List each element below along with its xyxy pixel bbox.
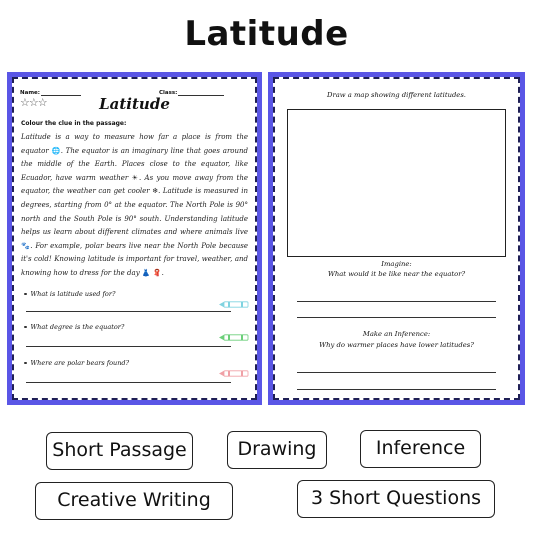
tag-inference: Inference (360, 430, 481, 468)
page-title: Latitude (184, 14, 349, 54)
passage-text: . The equator is an imaginary line that goes around the middle of the Earth. Places close to the equator, like Ecuador, have warm weather (21, 146, 249, 182)
tag-3-short-questions: 3 Short Questions (297, 480, 495, 518)
answer-line[interactable] (297, 372, 496, 373)
snowflake-icon: ❄ (152, 187, 159, 196)
instruction-text: Colour the clue in the passage: (21, 120, 127, 127)
reading-passage (21, 131, 248, 281)
rating-stars: ☆☆☆ (20, 96, 47, 109)
tag-creative-writing: Creative Writing (35, 482, 233, 520)
crayon-icon (219, 301, 249, 308)
activity-worksheet (268, 72, 525, 405)
scarf-icon: 🧣 (152, 268, 162, 277)
paw-icon: 🐾 (21, 241, 31, 250)
globe-icon: 🌐 (51, 146, 61, 155)
tag-short-passage: Short Passage (46, 432, 193, 470)
answer-line[interactable] (297, 301, 496, 302)
passage-text: . (161, 268, 164, 277)
sun-icon: ☀ (131, 173, 139, 182)
crayon-icon (219, 334, 249, 341)
passage-text: . As you move away from the equator, the weather can get cooler (21, 173, 248, 196)
passage-text: . For example, polar bears live near the North Pole because it's cold! Knowing latitude is important for travel, weather, and knowing how to dress for the day (21, 241, 248, 277)
answer-line[interactable] (26, 382, 231, 383)
class-label: Class: (159, 90, 178, 96)
dress-icon: 👗 (141, 268, 151, 277)
crayon-icon (219, 370, 249, 377)
worksheet-title: Latitude (99, 95, 170, 113)
question-1 (24, 290, 115, 298)
answer-line[interactable] (26, 311, 231, 312)
imagine-heading: Imagine: (381, 260, 412, 268)
inference-question: Why do warmer places have lower latitudes? (319, 341, 474, 349)
passage-worksheet (7, 72, 262, 405)
name-label: Name: (20, 90, 40, 96)
draw-prompt: Draw a map showing different latitudes. (327, 91, 466, 99)
drawing-box[interactable] (287, 109, 506, 257)
answer-line[interactable] (297, 389, 496, 390)
question-2 (24, 323, 124, 331)
imagine-question: What would it be like near the equator? (327, 270, 466, 278)
question-3 (24, 359, 129, 367)
question-text: Where are polar bears found? (30, 359, 130, 367)
question-text: What degree is the equator? (30, 323, 125, 331)
inference-heading: Make an Inference: (362, 330, 431, 338)
answer-line[interactable] (297, 317, 496, 318)
tag-drawing: Drawing (227, 431, 327, 469)
worksheet-page (12, 77, 257, 400)
passage-text: . Latitude is measured in degrees, starting from 0° at the equator. The North Pole is 90° north and the South Pole is 90° south. Understanding latitude helps us learn about different climates and where animals live (21, 187, 248, 237)
question-text: What is latitude used for? (30, 290, 116, 298)
answer-line[interactable] (26, 346, 231, 347)
worksheet-page (273, 77, 520, 400)
passage-text: Latitude is a way to measure how far a place is from the equator (21, 133, 248, 155)
